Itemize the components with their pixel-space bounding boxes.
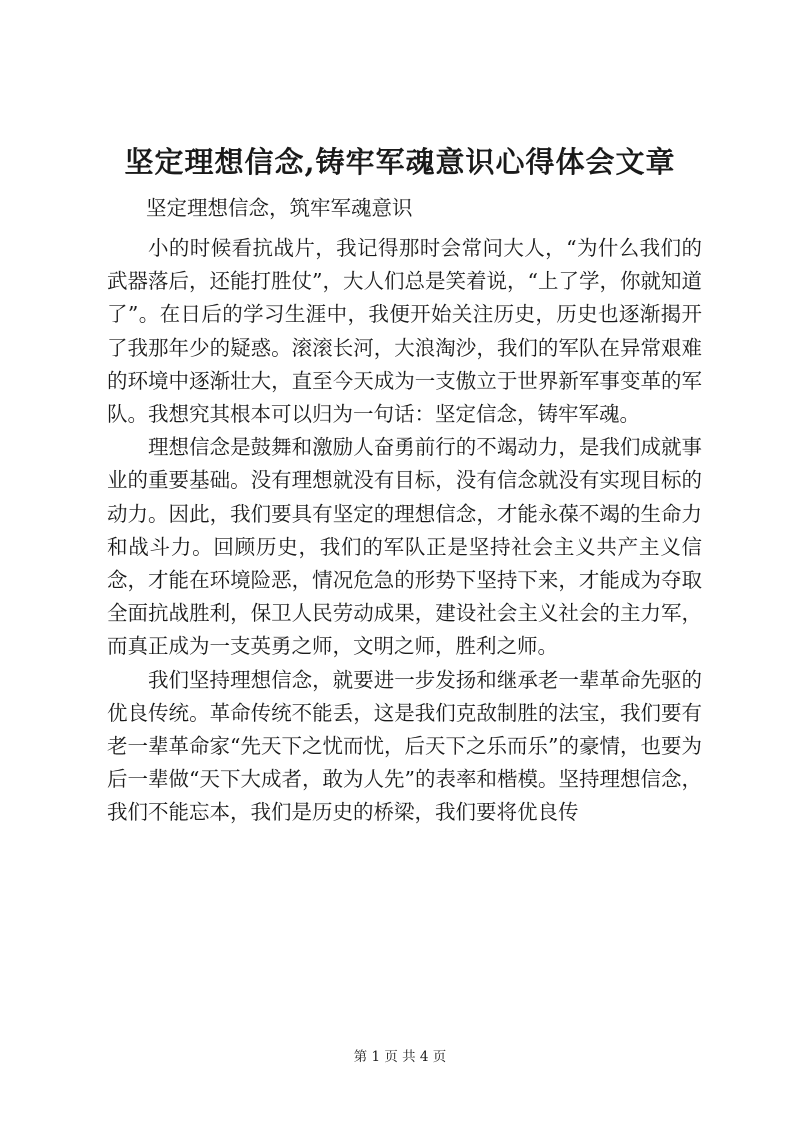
document-subtitle: 坚定理想信念，筑牢军魂意识: [146, 196, 413, 220]
body-paragraph-3: 我们坚持理想信念，就要进一步发扬和继承老一辈革命先驱的优良传统。革命传统不能丢，这是我们克敌制胜的法宝，我们要有老一辈革命家“先天下之忧而忧，后天下之乐而乐”的豪情，也要为后一辈做“天下大成者，敢为人先”的表率和楷模。坚持理想信念，我们不能忘本，我们是历史的桥梁，我们要将优良传: [107, 667, 702, 825]
body-paragraph-1: 小的时候看抗战片，我记得那时会常问大人，“为什么我们的武器落后，还能打胜仗”，大人们总是笑着说，“上了学，你就知道了”。在日后的学习生涯中，我便开始关注历史，历史也逐渐揭开了我那年少的疑惑。滚滚长河，大浪淘沙，我们的军队在异常艰难的环境中逐渐壮大，直至今天成为一支傲立于世界新军事变革的军队。我想究其根本可以归为一句话：坚定信念，铸牢军魂。: [107, 236, 702, 427]
page-footer: 第 1 页 共 4 页: [353, 1049, 447, 1065]
body-paragraph-2: 理想信念是鼓舞和激励人奋勇前行的不竭动力，是我们成就事业的重要基础。没有理想就没有目标，没有信念就没有实现目标的动力。因此，我们要具有坚定的理想信念，才能永葆不竭的生命力和战斗力。回顾历史，我们的军队正是坚持社会主义共产主义信念，才能在环境险恶，情况危急的形势下坚持下来，才能成为夺取全面抗战胜利，保卫人民劳动成果，建设社会主义社会的主力军，而真正成为一支英勇之师，文明之师，胜利之师。: [107, 435, 702, 659]
document-title: 坚定理想信念,铸牢军魂意识心得体会文章: [124, 145, 676, 179]
document-body: [107, 232, 702, 830]
